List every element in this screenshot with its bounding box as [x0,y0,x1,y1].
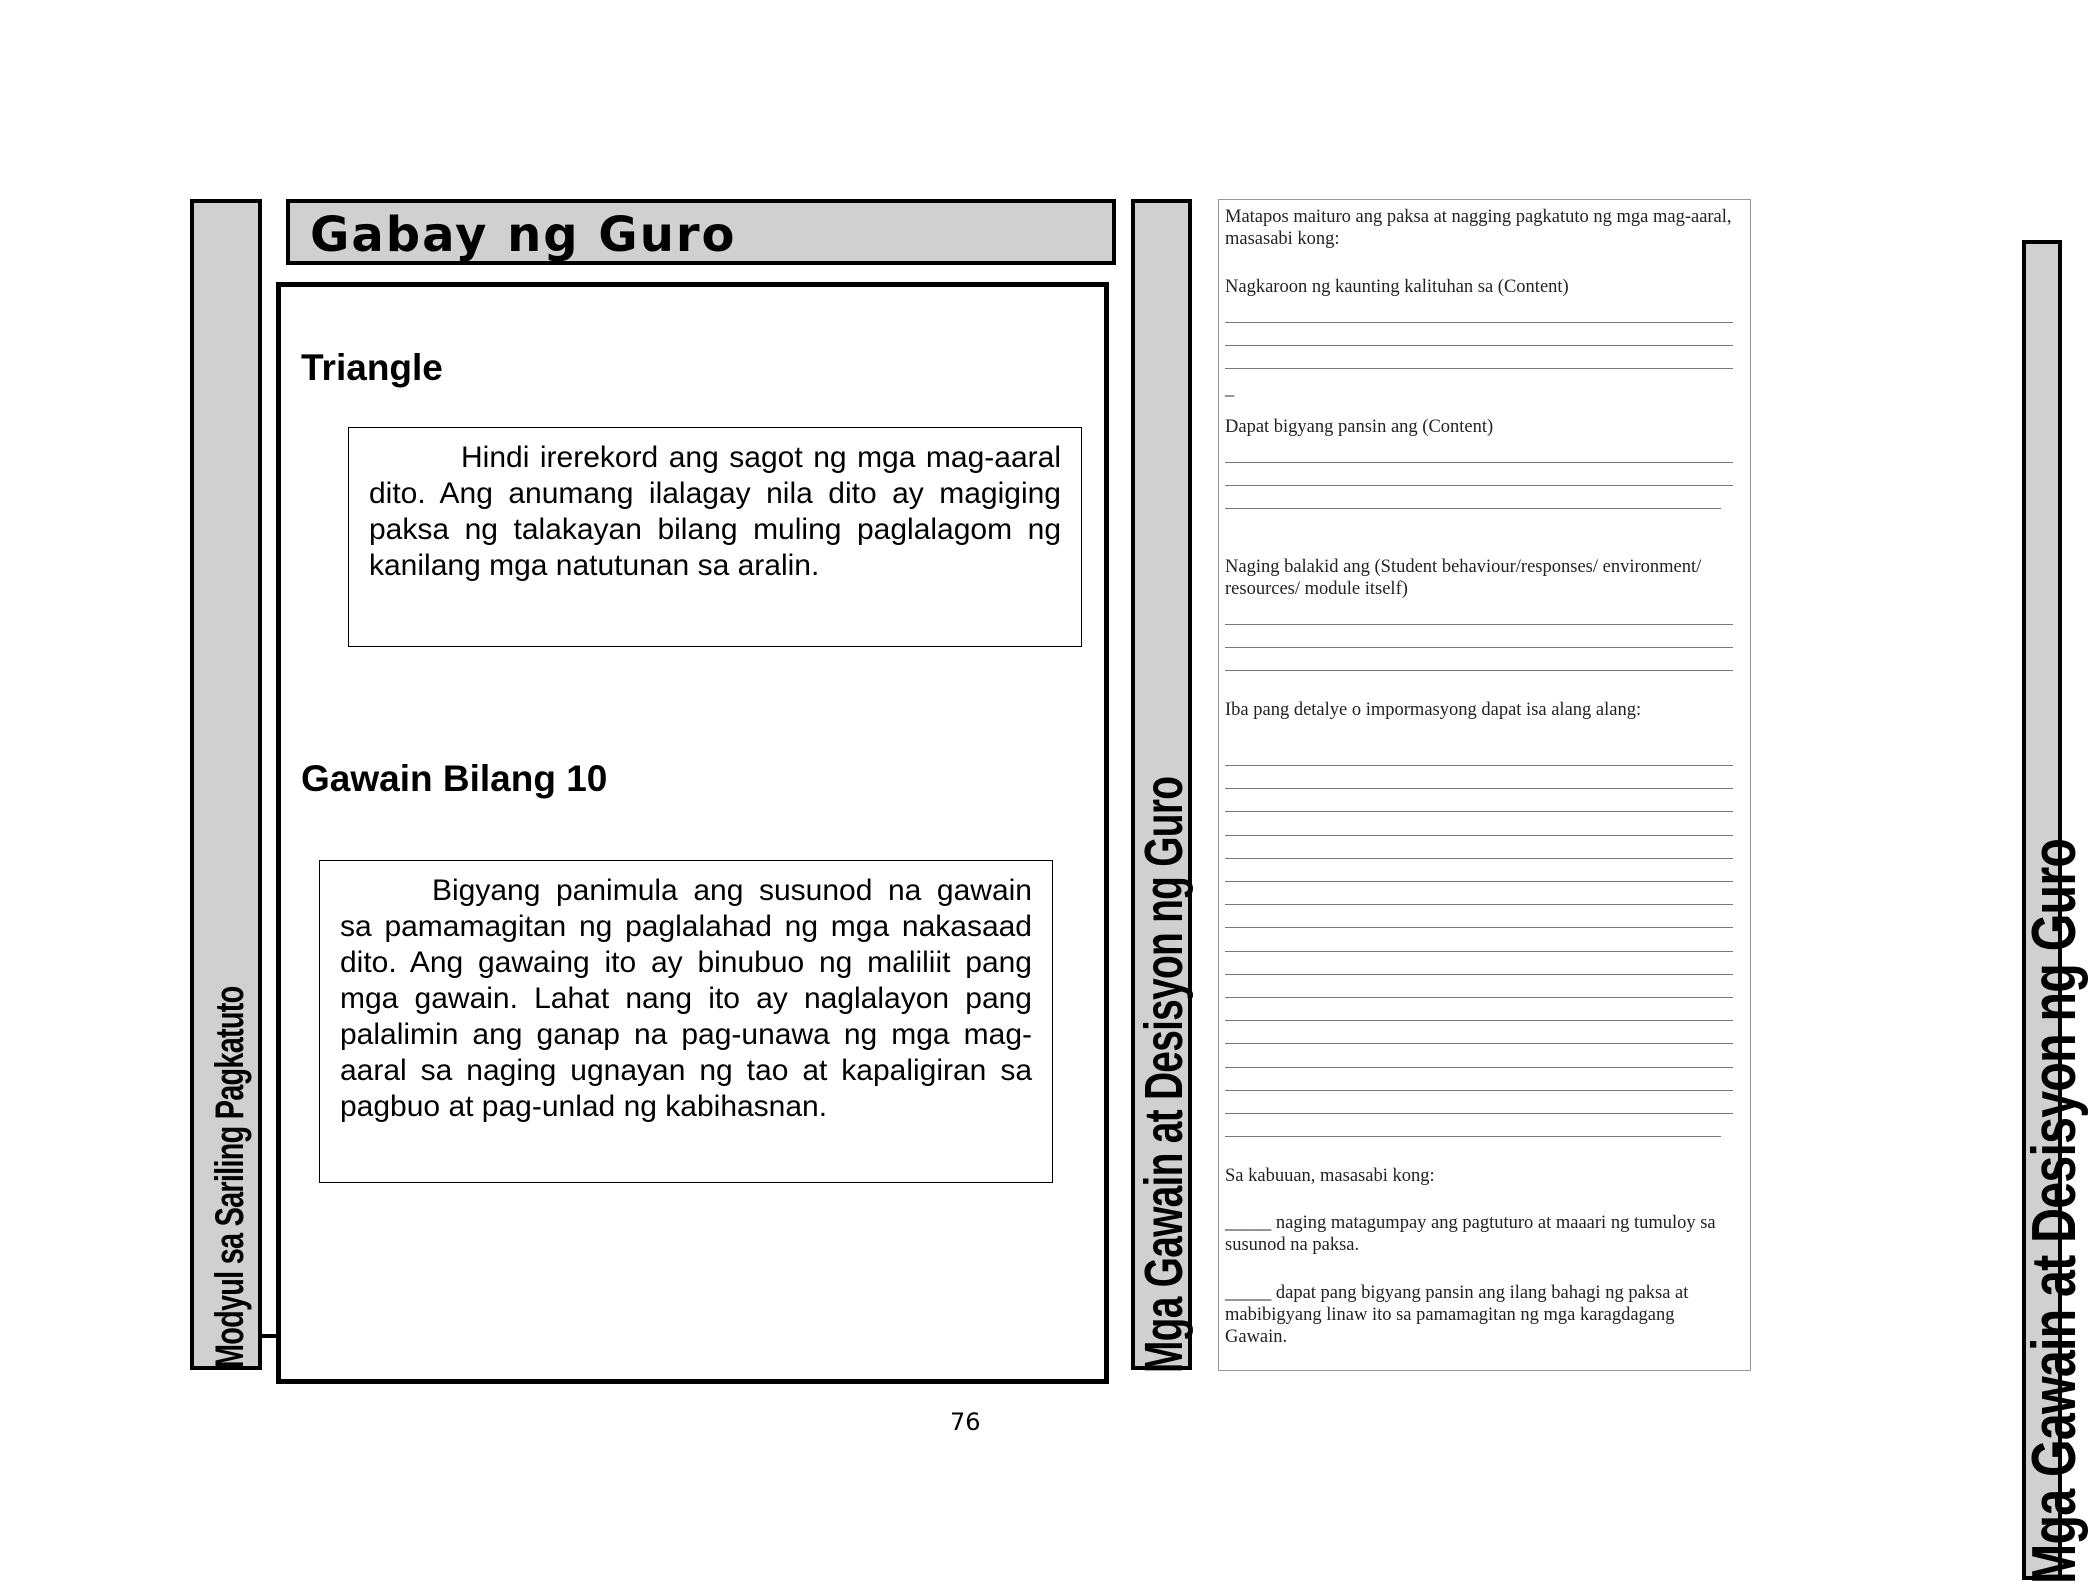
form-question-confusion: Nagkaroon ng kaunting kalituhan sa (Content) [1225,277,1569,297]
section-heading-triangle: Triangle [301,347,443,388]
middle-spine [1131,199,1194,1373]
answer-line [1225,1113,1733,1114]
answer-line [1225,508,1721,509]
answer-line [1225,904,1733,905]
answer-line [1225,1020,1733,1021]
answer-line [1225,951,1733,952]
form-question-obstacle: Naging balakid ang (Student behaviour/responses/ environment/ resources/ module itself) [1225,557,1702,599]
triangle-note-box [348,427,1082,647]
answer-line [1225,927,1733,928]
answer-line [1225,1090,1733,1091]
form-option-revisit: _____ dapat pang bigyang pansin ang ilang bahagi ng paksa at mabibigyang linaw ito sa pamamagitan ng mga karagdagang Gawain. [1225,1283,1689,1347]
form-summary: Sa kabuuan, masasabi kong: [1225,1166,1435,1186]
answer-line [1225,835,1733,836]
answer-dash: _ [1225,379,1235,399]
form-question-details: Iba pang detalye o impormasyong dapat isa alang alang: [1225,700,1642,720]
answer-line [1225,881,1733,882]
gawain-note-box [319,860,1053,1183]
answer-line [1225,858,1733,859]
answer-line [1225,670,1733,671]
answer-line [1225,647,1733,648]
answer-line [1225,765,1733,766]
answer-line [1225,345,1733,346]
left-spine [190,199,262,1370]
answer-line [1225,788,1733,789]
page-number: 76 [950,1408,981,1436]
middle-spine-text: Mga Gawain at Desisyon ng Guro [1134,776,1194,1373]
answer-line [1225,462,1733,463]
content-box [276,282,1109,1384]
answer-line [1225,811,1733,812]
answer-line [1225,1043,1733,1044]
answer-line [1225,1067,1733,1068]
reflection-form [1218,199,1751,1371]
form-option-success: _____ naging matagumpay ang pagtuturo at maaari ng tumuloy sa susunod na paksa. [1225,1213,1716,1255]
answer-line [1225,1136,1721,1137]
triangle-note-text: Hindi irerekord ang sagot ng mga mag-aaral dito. Ang anumang ilalagay nila dito ay magiging paksa ng talakayan bilang muling paglalagom ng kanilang mga natutunan sa aralin. [369,441,1061,582]
answer-line [1225,322,1733,323]
answer-line [1225,485,1733,486]
gawain-note-text: Bigyang panimula ang susunod na gawain sa pamamagitan ng paglalahad ng mga nakasaad dito. Ang gawaing ito ay binubuo ng maliliit pang mga gawain. Lahat nang ito ay naglalayon pang palalimin ang ganap na pag-unawa ng mga mag-aaral sa naging ugnayan ng tao at kapaligiran sa pagbuo at pag-unlad ng kabihasnan. [340,874,1032,1123]
page-title: Gabay ng Guro [310,207,737,263]
answer-line [1225,624,1733,625]
answer-line [1225,368,1733,369]
right-spine-text: Mga Gawain at Desisyon ng Guro [2020,838,2089,1584]
right-spine [2020,240,2089,1584]
section-heading-gawain-10: Gawain Bilang 10 [301,758,608,799]
left-spine-text: Modyul sa Sariling Pagkatuto [208,986,252,1368]
form-intro: Matapos maituro ang paksa at nagging pagkatuto ng mga mag-aaral, masasabi kong: [1225,207,1732,249]
header-bar [286,199,1116,265]
form-question-attention: Dapat bigyang pansin ang (Content) [1225,417,1494,437]
answer-line [1225,997,1733,998]
answer-line [1225,974,1733,975]
